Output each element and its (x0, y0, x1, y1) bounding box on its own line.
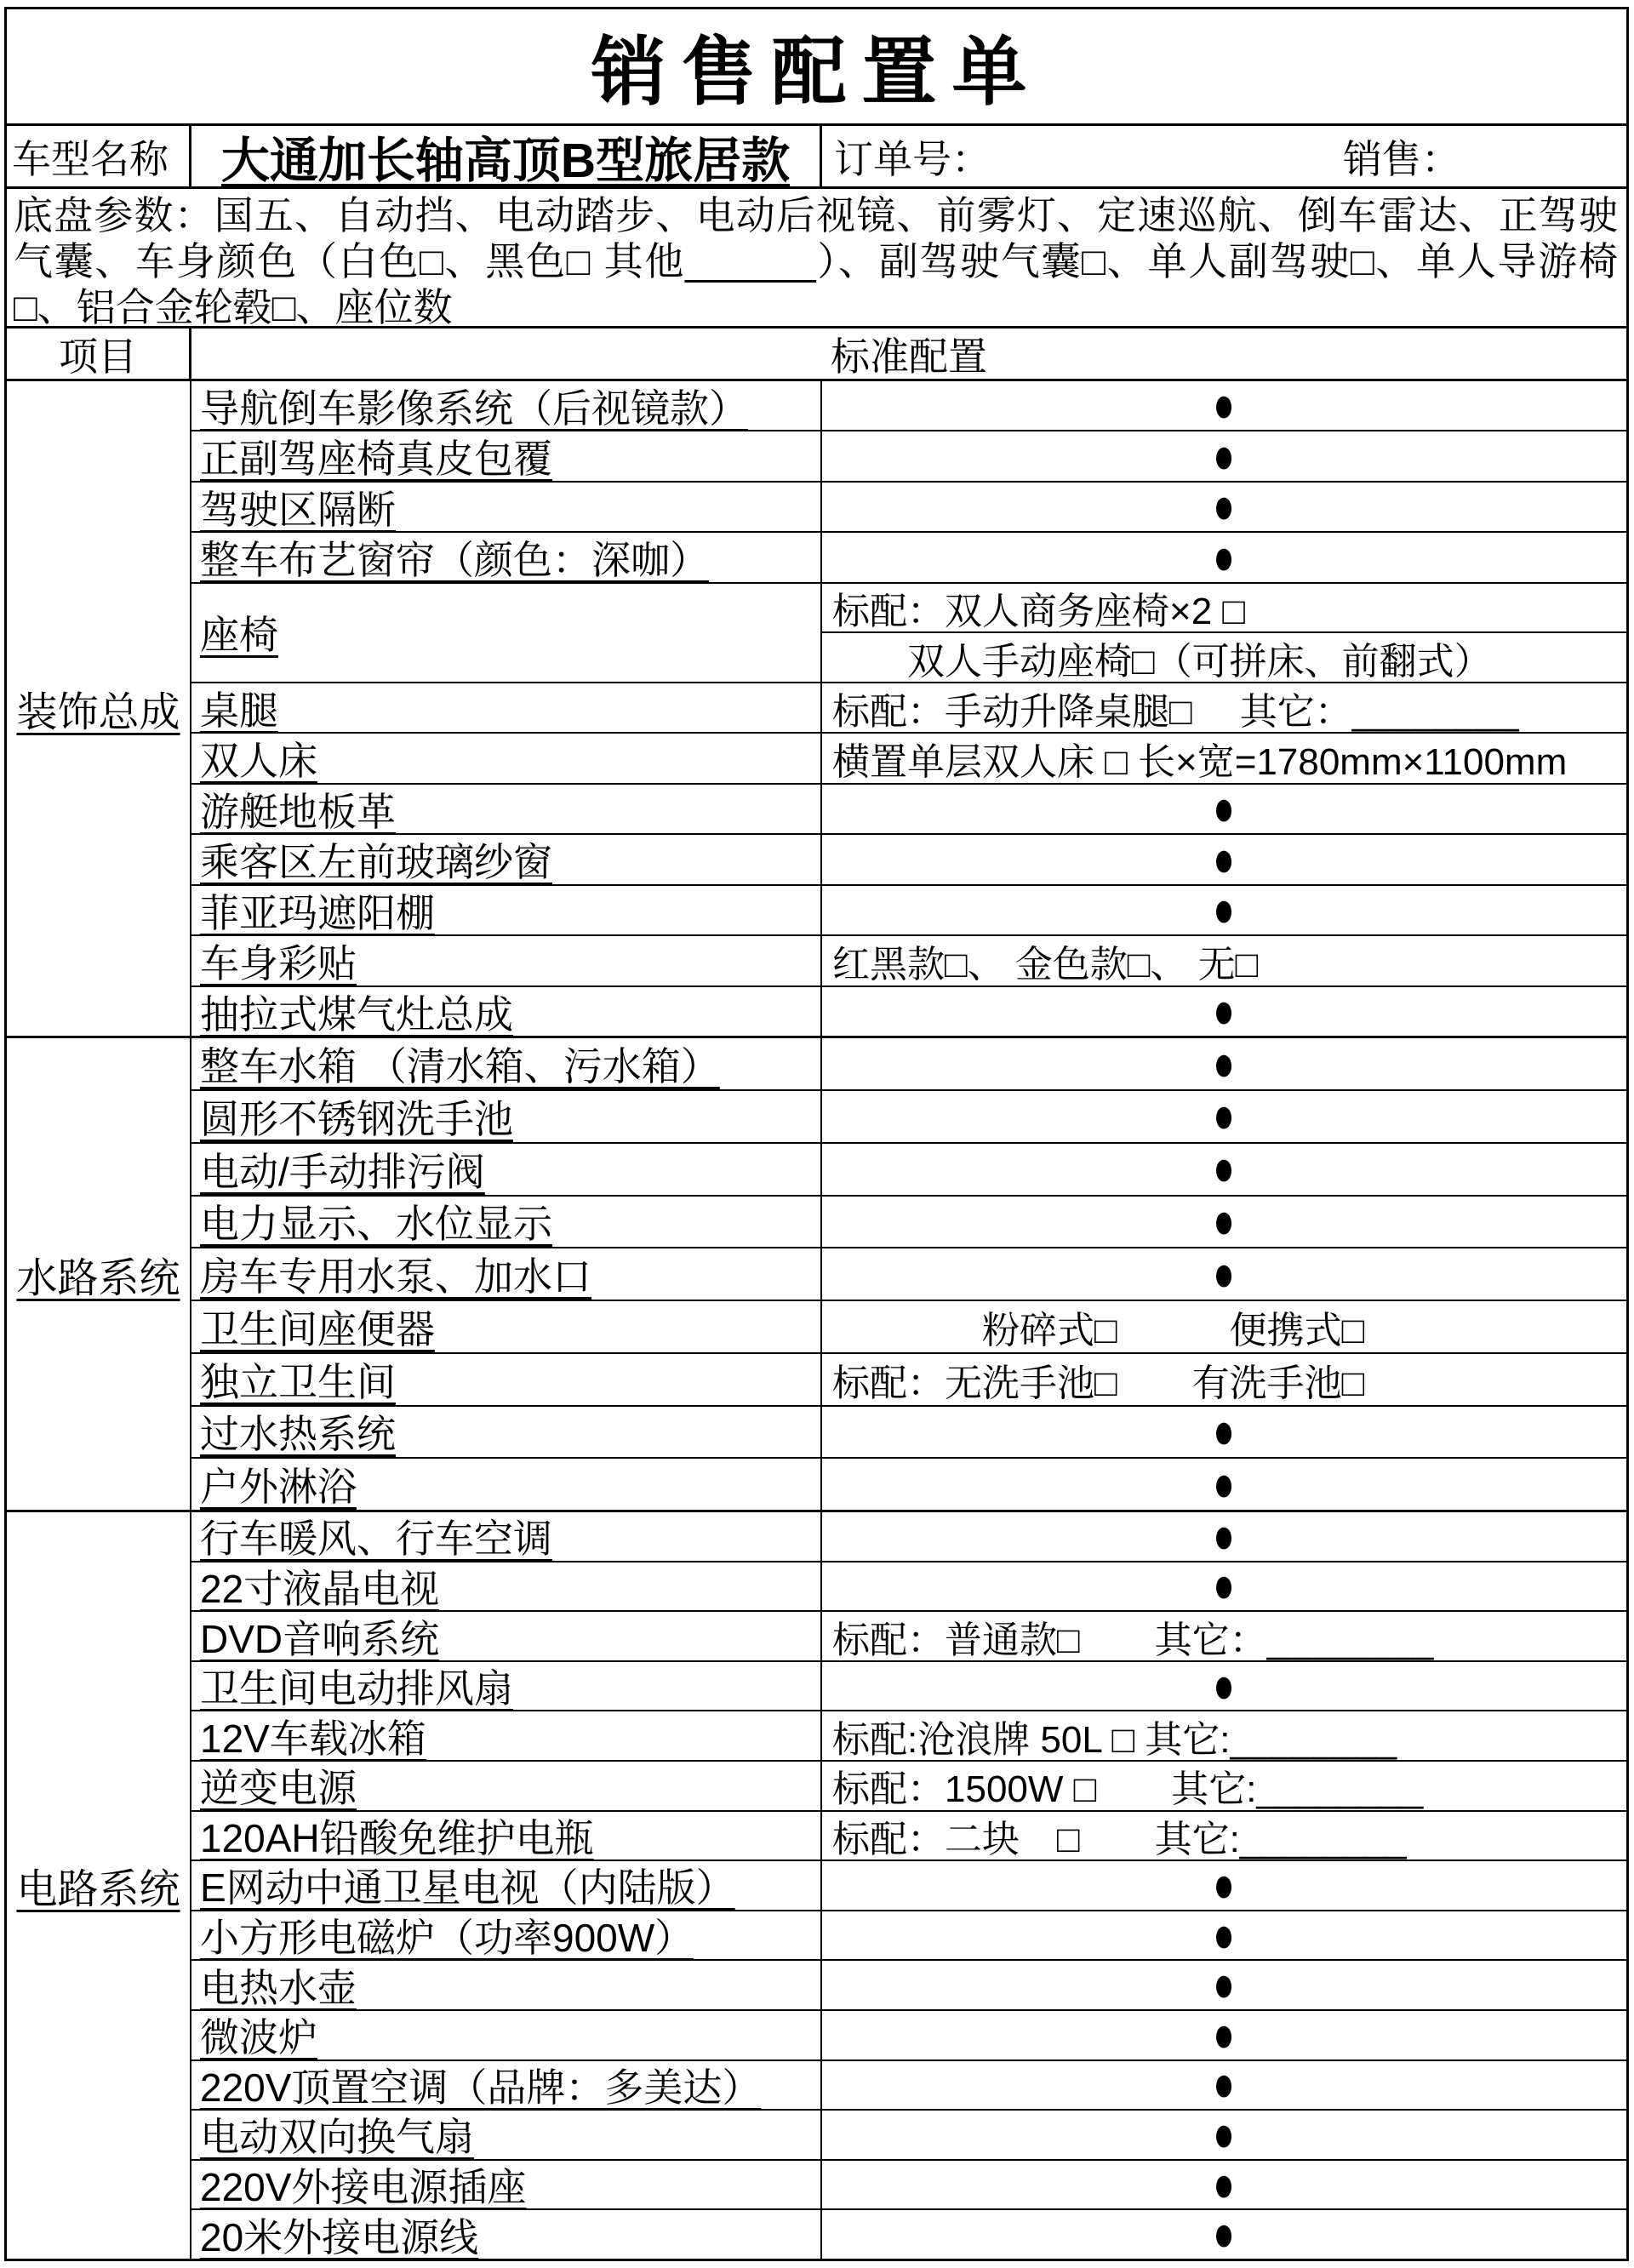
standard-config-cell: 红黑款□、 金色款□、 无□ (832, 944, 1259, 985)
item-name: 驾驶区隔断 (200, 487, 396, 532)
item-name: 行车暖风、行车空调 (200, 1517, 552, 1561)
included-bullet-mark: ● (1213, 2111, 1236, 2159)
standard-config-cell (822, 1662, 1626, 1711)
item-name: 游艇地板革 (200, 789, 396, 834)
item-name: 20米外接电源线 (200, 2214, 479, 2259)
item-name-cell (191, 1197, 822, 1248)
category-label: 水路系统 (16, 1255, 180, 1301)
category-label: 装饰总成 (16, 690, 180, 736)
table-row (191, 734, 1626, 784)
item-name-cell (191, 886, 822, 934)
sheet-table (4, 7, 1629, 2261)
included-bullet-mark: ● (1213, 2060, 1236, 2110)
standard-config-cell (822, 1197, 1626, 1248)
standard-config-cell (822, 1861, 1626, 1910)
standard-config-cell (822, 1091, 1626, 1142)
table-row (191, 533, 1626, 583)
item-name-cell (191, 987, 822, 1036)
included-bullet-mark: ● (1213, 431, 1236, 481)
included-bullet-mark: ● (1213, 2210, 1236, 2259)
item-name-cell (191, 936, 822, 985)
item-name: 小方形电磁炉（功率900W） (200, 1916, 694, 1960)
table-row (191, 1354, 1626, 1407)
item-name: 房车专用水泵、加水口 (200, 1254, 591, 1300)
table-row (191, 683, 1626, 734)
item-name: 桌腿 (200, 688, 278, 733)
included-bullet-mark: ● (1213, 1512, 1236, 1561)
column-header-item: 项目 (7, 328, 191, 379)
item-name: 车身彩贴 (200, 941, 357, 985)
standard-config-cell (822, 483, 1626, 531)
standard-config-cell: 粉碎式□ 便携式□ (832, 1309, 1365, 1351)
item-name: 卫生间电动排风扇 (200, 1666, 513, 1711)
columns-header-row (7, 328, 1626, 381)
item-name-cell (191, 1812, 822, 1860)
item-name-cell (191, 483, 822, 531)
item-name: 卫生间座便器 (200, 1306, 435, 1351)
item-name-cell (191, 785, 822, 833)
order-number-label: 订单号： (834, 136, 991, 181)
included-bullet-mark: ● (1213, 1661, 1236, 1711)
included-bullet-mark: ● (1213, 2010, 1236, 2059)
included-bullet-mark: ● (1213, 1038, 1236, 1089)
item-name: DVD音响系统 (200, 1616, 440, 1660)
table-row (191, 785, 1626, 835)
item-name: 户外淋浴 (200, 1465, 357, 1510)
standard-config-cell (822, 1038, 1626, 1089)
standard-config-cell: 标配：普通款□ 其它：________ (832, 1619, 1434, 1660)
column-header-standard-config: 标准配置 (831, 334, 987, 379)
item-name-cell (191, 683, 822, 732)
item-name: 整车水箱 （清水箱、污水箱） (200, 1044, 720, 1089)
item-name-cell (191, 2111, 822, 2159)
item-name-cell (191, 1512, 822, 1561)
item-name-cell (191, 1248, 822, 1300)
table-row (191, 1812, 1626, 1862)
item-name: 过水热系统 (200, 1412, 396, 1457)
table-row (191, 1038, 1626, 1091)
table-row (191, 1662, 1626, 1712)
sales-label: 销售： (1343, 136, 1460, 181)
standard-config-cell (822, 584, 1626, 682)
standard-config-cell (822, 1248, 1626, 1300)
standard-config-cell (822, 2011, 1626, 2059)
item-name-cell (191, 1091, 822, 1142)
standard-config-cell (822, 1961, 1626, 2009)
included-bullet-mark: ● (1213, 986, 1236, 1037)
model-name-value (191, 126, 822, 186)
standard-config-cell (822, 835, 1626, 883)
item-name-cell (191, 1861, 822, 1910)
item-name-cell (191, 835, 822, 883)
table-row (191, 431, 1626, 482)
standard-config-cell (822, 1911, 1626, 1960)
table-row (191, 2111, 1626, 2161)
standard-config-cell (822, 1512, 1626, 1561)
standard-config-cell: 标配:沧浪牌 50L □ 其它:________ (832, 1718, 1397, 1760)
item-name: 正副驾座椅真皮包覆 (200, 437, 552, 481)
item-name-cell (191, 734, 822, 782)
standard-config-cell: 标配：手动升降桌腿□ 其它：________ (832, 690, 1519, 733)
section-rows (191, 381, 1626, 1036)
section-2 (7, 1512, 1626, 2259)
item-name: 220V顶置空调（品牌：多美达） (200, 2065, 762, 2110)
item-name-cell (191, 2061, 822, 2110)
item-name: 整车布艺窗帘（颜色：深咖） (200, 538, 709, 582)
table-row (191, 2061, 1626, 2111)
chassis-parameters-note: 底盘参数：国五、自动挡、电动踏步、电动后视镜、前雾灯、定速巡航、倒车雷达、正驾驶气囊、车身颜色（白色□、黑色□ 其他______）、副驾驶气囊□、单人副驾驶□、单人导游椅□、铝合金轮毂□、座位数______ (7, 189, 1626, 328)
item-name-cell (191, 2210, 822, 2259)
standard-config-cell (822, 1562, 1626, 1611)
standard-config-cell: 标配：二块 □ 其它:________ (832, 1818, 1407, 1860)
standard-config-cell: 标配：1500W □ 其它:________ (832, 1768, 1424, 1810)
included-bullet-mark: ● (1213, 1091, 1236, 1142)
item-name-cell (191, 1911, 822, 1960)
table-row (191, 483, 1626, 533)
item-name: 电动双向换气扇 (200, 2115, 474, 2159)
model-name-text: 大通加长轴高顶B型旅居款 (220, 133, 791, 188)
table-row (191, 1248, 1626, 1301)
model-name-label: 车型名称 (7, 126, 191, 186)
standard-config-cell (822, 381, 1626, 430)
item-name: 12V车载冰箱 (200, 1716, 426, 1760)
table-row (191, 2011, 1626, 2061)
included-bullet-mark: ● (1213, 1562, 1236, 1611)
standard-config-cell: 标配：无洗手池□ 有洗手池□ (832, 1362, 1365, 1404)
table-row (191, 835, 1626, 885)
table-row (191, 886, 1626, 936)
category-cell (7, 381, 191, 1036)
table-row (191, 1512, 1626, 1562)
config-option-line: 标配：双人商务座椅×2 □ (822, 584, 1626, 633)
standard-config-cell (822, 1144, 1626, 1195)
included-bullet-mark: ● (1213, 1248, 1236, 1300)
included-bullet-mark: ● (1213, 2160, 1236, 2209)
standard-config-cell (822, 431, 1626, 480)
config-rows-area (7, 381, 1626, 2259)
table-row (191, 1861, 1626, 1911)
table-row (191, 584, 1626, 683)
standard-config-cell (822, 2161, 1626, 2209)
item-name: 120AH铅酸免维护电瓶 (200, 1815, 594, 1860)
included-bullet-mark: ● (1213, 1459, 1236, 1510)
item-name-cell (191, 1354, 822, 1405)
table-row (191, 1612, 1626, 1662)
table-row (191, 2210, 1626, 2259)
item-name: 微波炉 (200, 2015, 317, 2059)
standard-config-cell (822, 886, 1626, 934)
item-name: 抽拉式煤气灶总成 (200, 991, 513, 1037)
table-row (191, 1144, 1626, 1197)
item-name-cell (191, 381, 822, 430)
section-1 (7, 1038, 1626, 1512)
item-name: 圆形不锈钢洗手池 (200, 1096, 513, 1141)
page-title: 销售配置单 (7, 9, 1626, 126)
included-bullet-mark: ● (1213, 381, 1236, 431)
model-header-row (7, 126, 1626, 189)
item-name-cell (191, 1612, 822, 1660)
item-name: 座椅 (200, 613, 278, 658)
item-name: 22寸液晶电视 (200, 1566, 440, 1611)
included-bullet-mark: ● (1213, 1196, 1236, 1248)
included-bullet-mark: ● (1213, 533, 1236, 582)
table-row (191, 1711, 1626, 1762)
standard-config-cell (822, 2111, 1626, 2159)
standard-config-cell (822, 987, 1626, 1036)
table-row (191, 1407, 1626, 1460)
item-name-cell (191, 1407, 822, 1458)
item-name: 菲亚玛遮阳棚 (200, 890, 435, 935)
item-name: E网动中通卫星电视（内陆版） (200, 1865, 735, 1910)
section-0 (7, 381, 1626, 1038)
item-name: 220V外接电源插座 (200, 2165, 527, 2209)
item-name-cell (191, 2011, 822, 2059)
item-name-cell (191, 533, 822, 581)
standard-config-cell: 横置单层双人床 □ 长×宽=1780mm×1100mm (832, 741, 1568, 783)
included-bullet-mark: ● (1213, 1861, 1236, 1910)
included-bullet-mark: ● (1213, 835, 1236, 884)
item-name-cell (191, 1144, 822, 1195)
table-row (191, 1562, 1626, 1613)
item-name-cell (191, 584, 822, 682)
standard-config-cell (822, 2061, 1626, 2110)
item-name-cell (191, 1562, 822, 1611)
standard-config-cell (822, 2210, 1626, 2259)
standard-config-cell (822, 785, 1626, 833)
item-name: 电热水壶 (200, 1965, 357, 2009)
table-row (191, 2161, 1626, 2211)
item-name: 电动/手动排污阀 (200, 1149, 485, 1194)
item-name-cell (191, 1711, 822, 1760)
included-bullet-mark: ● (1213, 1961, 1236, 2009)
table-row (191, 381, 1626, 431)
item-name-cell (191, 1762, 822, 1810)
item-name-cell (191, 431, 822, 480)
item-name: 电力显示、水位显示 (200, 1202, 552, 1247)
table-row (191, 1911, 1626, 1962)
standard-config-cell (822, 533, 1626, 581)
item-name-cell (191, 1961, 822, 2009)
included-bullet-mark: ● (1213, 482, 1236, 532)
category-label: 电路系统 (16, 1867, 180, 1913)
included-bullet-mark: ● (1213, 1406, 1236, 1458)
section-rows (191, 1512, 1626, 2259)
item-name: 乘客区左前玻璃纱窗 (200, 840, 552, 884)
table-row (191, 1762, 1626, 1812)
table-row (191, 936, 1626, 986)
category-cell (7, 1038, 191, 1510)
item-name-cell (191, 1301, 822, 1352)
table-row (191, 1197, 1626, 1249)
table-row (191, 1961, 1626, 2011)
item-name: 导航倒车影像系统（后视镜款） (200, 386, 748, 431)
item-name: 逆变电源 (200, 1766, 357, 1810)
order-sales-cell (822, 126, 1626, 186)
section-rows (191, 1038, 1626, 1510)
included-bullet-mark: ● (1213, 885, 1236, 935)
standard-config-cell (822, 1459, 1626, 1510)
table-row (191, 1091, 1626, 1144)
item-name-cell (191, 1459, 822, 1510)
category-cell (7, 1512, 191, 2259)
table-row (191, 1459, 1626, 1510)
item-name: 独立卫生间 (200, 1359, 396, 1404)
included-bullet-mark: ● (1213, 784, 1236, 834)
item-name-cell (191, 2161, 822, 2209)
included-bullet-mark: ● (1213, 1143, 1236, 1195)
config-option-line: 双人手动座椅□（可拼床、前翻式） (832, 640, 1492, 682)
item-name: 双人床 (200, 739, 317, 783)
item-name-cell (191, 1038, 822, 1089)
table-row (191, 987, 1626, 1036)
included-bullet-mark: ● (1213, 1911, 1236, 1960)
item-name-cell (191, 1662, 822, 1711)
standard-config-cell (822, 1407, 1626, 1458)
table-row (191, 1301, 1626, 1354)
